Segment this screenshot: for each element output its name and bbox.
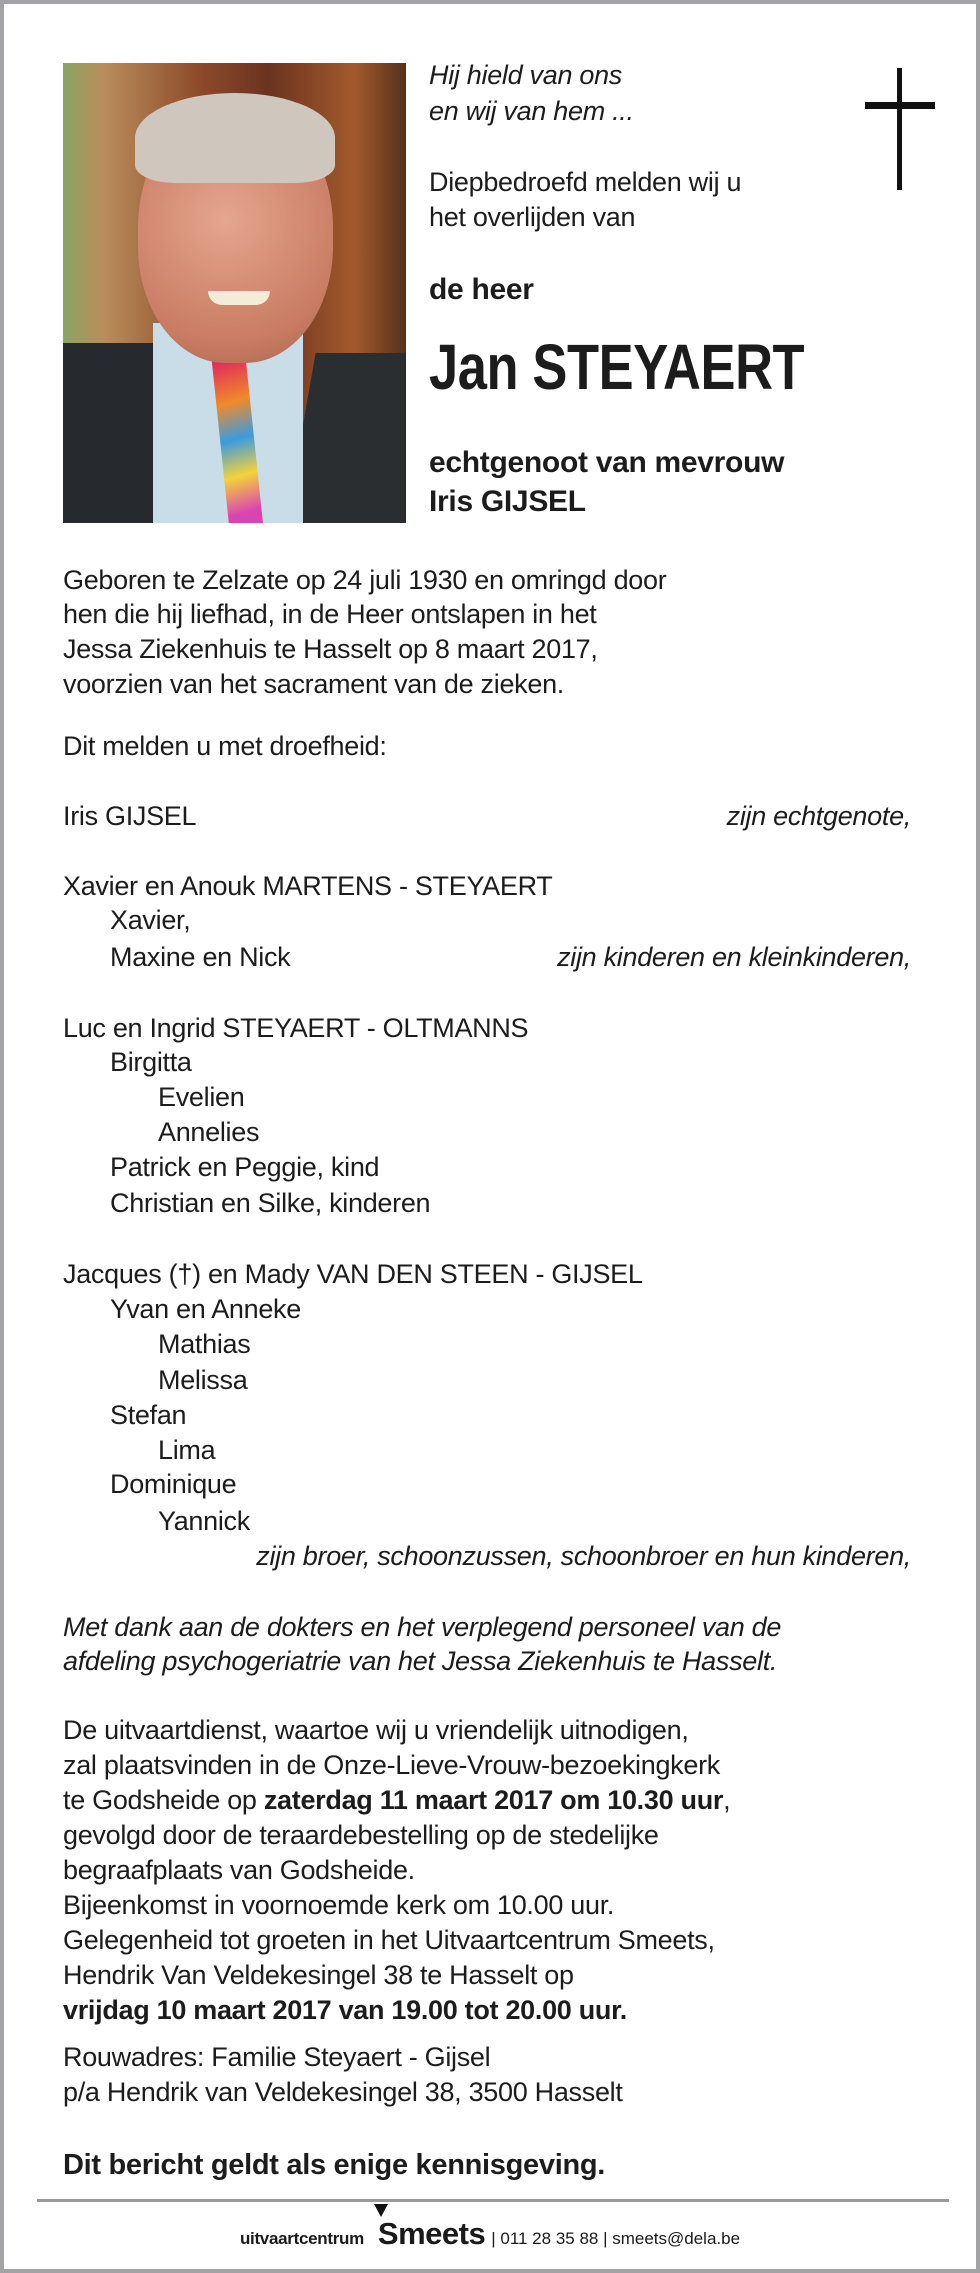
family-member: Xavier en Anouk MARTENS - STEYAERT <box>63 871 553 901</box>
footer-prefix: uitvaartcentrum <box>239 2229 364 2248</box>
funeral-line: gevolgd door de teraardebestelling op de stedelijke <box>63 1820 659 1850</box>
funeral-text: te Godsheide op <box>63 1785 264 1815</box>
funeral-text: , <box>723 1785 731 1815</box>
bio-line: Geboren te Zelzate op 24 juli 1930 en omringd door <box>63 565 667 595</box>
family-member: Mathias <box>158 1329 251 1359</box>
deceased-name: Jan STEYAERT <box>429 331 805 403</box>
family-role: zijn kinderen en kleinkinderen, <box>557 942 911 972</box>
bio-line: voorzien van het sacrament van de zieken. <box>63 669 564 699</box>
family-member: Christian en Silke, kinderen <box>110 1188 431 1218</box>
funeral-line: Bijeenkomst in voornoemde kerk om 10.00 uur. <box>63 1890 615 1920</box>
visitation-date: vrijdag 10 maart 2017 van 19.00 tot 20.00 uur. <box>63 1995 628 2025</box>
funeral-line: De uitvaartdienst, waartoe wij u vriendelijk uitnodigen, <box>63 1715 689 1745</box>
announcement: Diepbedroefd melden wij u <box>429 167 742 197</box>
family-member: Patrick en Peggie, kind <box>110 1152 380 1182</box>
family-member: Dominique <box>110 1469 237 1499</box>
family-member: Maxine en Nick <box>110 942 291 972</box>
thanks-line: Met dank aan de dokters en het verplegend personeel van de <box>63 1612 782 1642</box>
address-line: p/a Hendrik van Veldekesingel 38, 3500 Hasselt <box>63 2077 623 2107</box>
family-member: Evelien <box>158 1082 245 1112</box>
family-member: Yannick <box>158 1506 250 1536</box>
family-member: Lima <box>158 1435 216 1465</box>
cross-icon-bar <box>865 102 935 109</box>
footer-contact: | 011 28 35 88 | smeets@dela.be <box>491 2229 741 2248</box>
intro: Dit melden u met droefheid: <box>63 731 387 761</box>
spouse-name: Iris GIJSEL <box>429 485 586 518</box>
family-member: Yvan en Anneke <box>110 1294 301 1324</box>
footer-logo <box>378 2216 485 2251</box>
funeral-line: zal plaatsvinden in de Onze-Lieve-Vrouw-bezoekingkerk <box>63 1750 720 1780</box>
funeral-date: zaterdag 11 maart 2017 om 10.30 uur <box>263 1785 724 1815</box>
family-member: Iris GIJSEL <box>63 801 197 831</box>
funeral-line <box>63 1783 730 1818</box>
funeral-line: Hendrik Van Veldekesingel 38 te Hasselt op <box>63 1960 574 1990</box>
family-member: Annelies <box>158 1117 260 1147</box>
announcement: het overlijden van <box>429 202 636 232</box>
thanks-line: afdeling psychogeriatrie van het Jessa Ziekenhuis te Hasselt. <box>63 1646 778 1676</box>
family-member: Jacques (†) en Mady VAN DEN STEEN - GIJSEL <box>63 1259 643 1289</box>
cross-icon <box>897 68 902 190</box>
bio-line: hen die hij liefhad, in de Heer ontslapen in het <box>63 599 597 629</box>
portrait-photo <box>63 63 406 523</box>
funeral-line: begraafplaats van Godsheide. <box>63 1855 415 1885</box>
bio-line: Jessa Ziekenhuis te Hasselt op 8 maart 2017, <box>63 634 598 664</box>
motto: en wij van hem ... <box>429 96 634 126</box>
family-member: Stefan <box>110 1400 187 1430</box>
footer-divider <box>37 2199 949 2202</box>
closing-note: Dit bericht geldt als enige kennisgeving. <box>63 2149 606 2181</box>
triangle-icon <box>374 2204 388 2217</box>
address-line: Rouwadres: Familie Steyaert - Gijsel <box>63 2042 491 2072</box>
family-role: zijn broer, schoonzussen, schoonbroer en hun kinderen, <box>256 1541 911 1571</box>
family-member: Birgitta <box>110 1047 192 1077</box>
footer <box>4 2216 976 2252</box>
family-role: zijn echtgenote, <box>726 801 911 831</box>
motto: Hij hield van ons <box>429 60 623 90</box>
family-member: Luc en Ingrid STEYAERT - OLTMANNS <box>63 1013 529 1043</box>
footer-brand: Smeets <box>377 2216 486 2251</box>
family-member: Melissa <box>158 1365 248 1395</box>
family-member: Xavier, <box>110 905 191 935</box>
funeral-line: Gelegenheid tot groeten in het Uitvaartcentrum Smeets, <box>63 1925 715 1955</box>
spouse-line: echtgenoot van mevrouw <box>429 446 785 479</box>
honorific: de heer <box>429 273 534 306</box>
